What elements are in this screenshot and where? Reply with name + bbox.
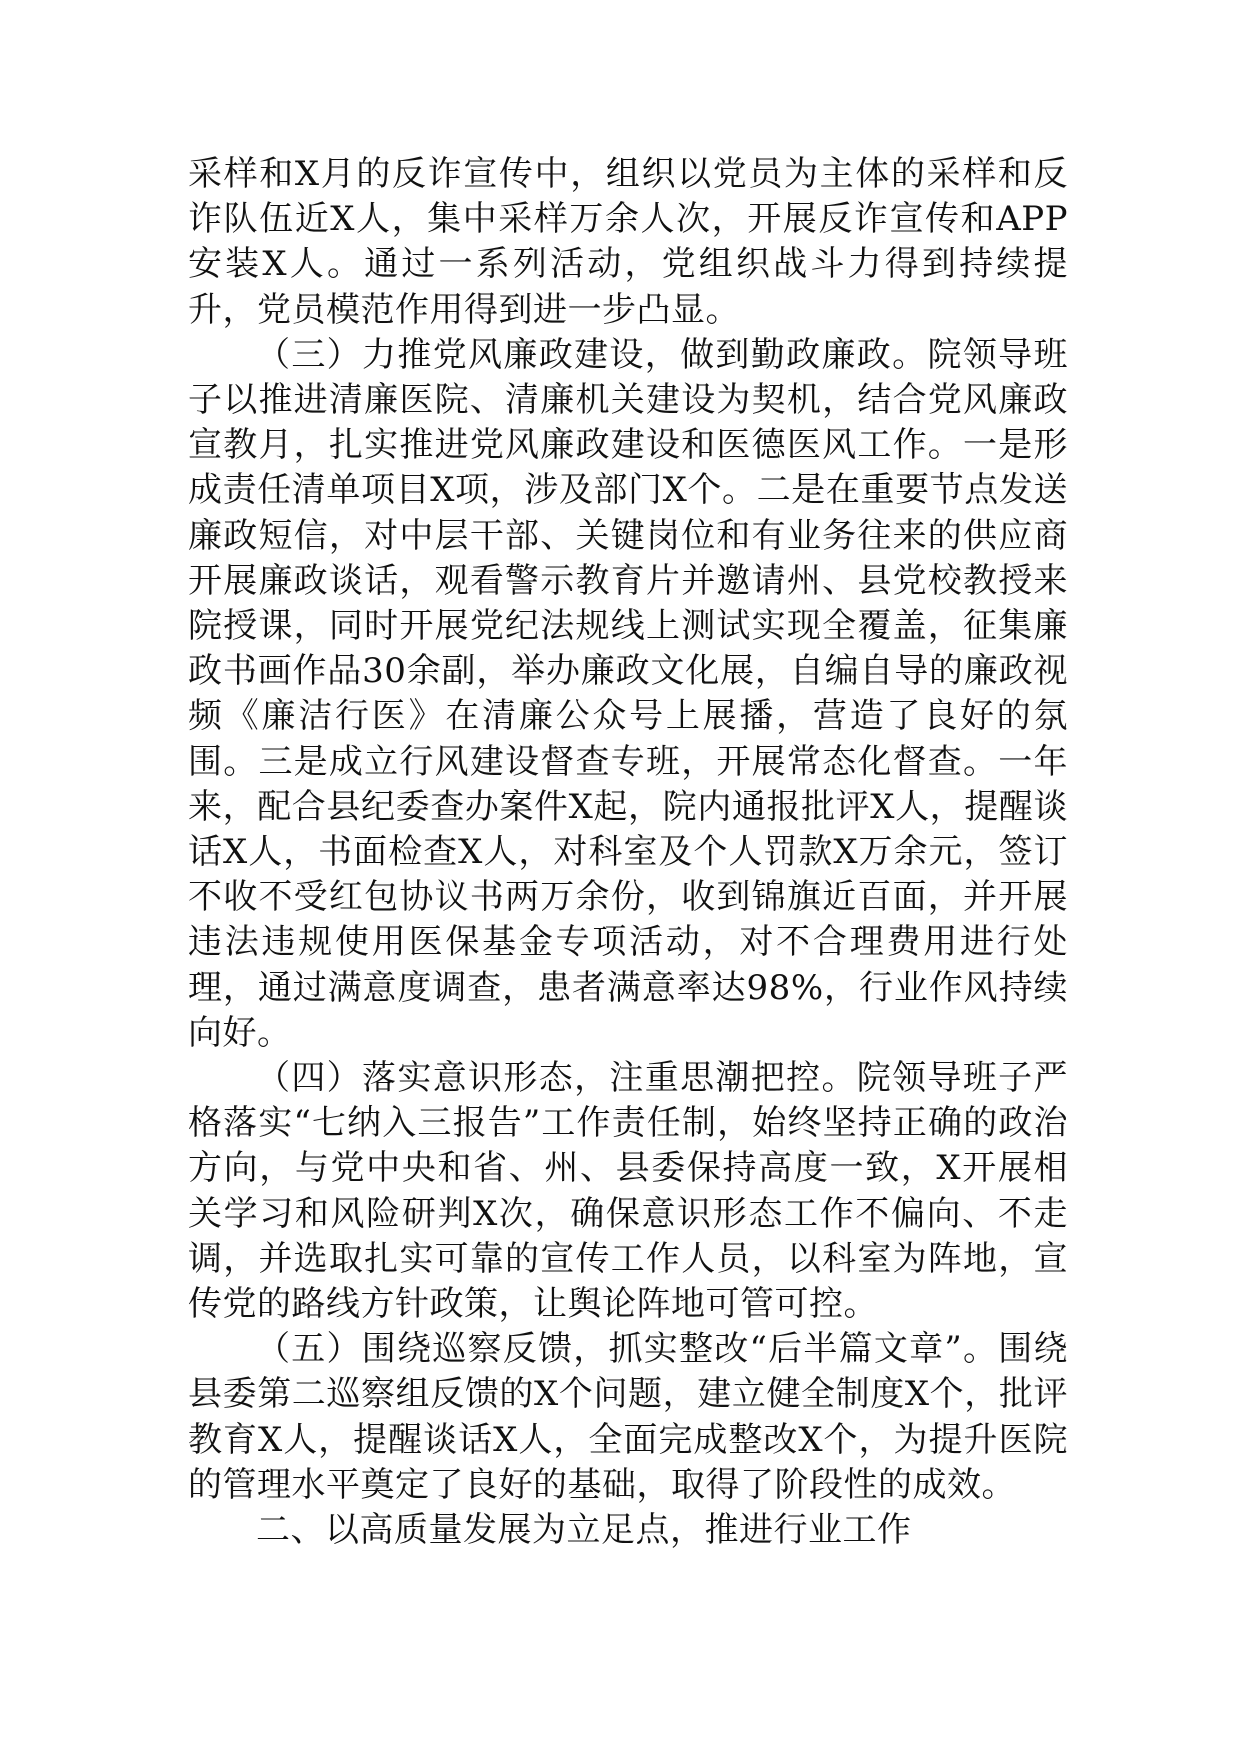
document-body [188,152,1068,1553]
section-heading: 二、以高质量发展为立足点，推进行业工作 [256,1510,912,1551]
paragraph-continuation: 采样和X月的反诈宣传中，组织以党员为主体的采样和反诈队伍近X人，集中采样万余人次，开展反诈宣传和APP安装X人。通过一系列活动，党组织战斗力得到持续提升，党员模范作用得到进一步凸显。 [188,154,1068,330]
paragraph-section-5: （五）围绕巡察反馈，抓实整改“后半篇文章”。围绕县委第二巡察组反馈的X个问题，建立健全制度X个，批评教育X人，提醒谈话X人，全面完成整改X个，为提升医院的管理水平奠定了良好的基础，取得了阶段性的成效。 [188,1329,1068,1505]
paragraph-section-3: （三）力推党风廉政建设，做到勤政廉政。院领导班子以推进清廉医院、清廉机关建设为契机，结合党风廉政宣教月，扎实推进党风廉政建设和医德医风工作。一是形成责任清单项目X项，涉及部门X个。二是在重要节点发送廉政短信，对中层干部、关键岗位和有业务往来的供应商开展廉政谈话，观看警示教育片并邀请州、县党校教授来院授课，同时开展党纪法规线上测试实现全覆盖，征集廉政书画作品30余副，举办廉政文化展，自编自导的廉政视频《廉洁行医》在清廉公众号上展播，营造了良好的氛围。三是成立行风建设督查专班，开展常态化督查。一年来，配合县纪委查办案件X起，院内通报批评X人，提醒谈话X人，书面检查X人，对科室及个人罚款X万余元，签订不收不受红包协议书两万余份，收到锦旗近百面，并开展违法违规使用医保基金专项活动，对不合理费用进行处理，通过满意度调查，患者满意率达98%，行业作风持续向好。 [188,334,1068,1053]
paragraph-section-4: （四）落实意识形态，注重思潮把控。院领导班子严格落实“七纳入三报告”工作责任制，始终坚持正确的政治方向，与党中央和省、州、县委保持高度一致，X开展相关学习和风险研判X次，确保意识形态工作不偏向、不走调，并选取扎实可靠的宣传工作人员，以科室为阵地，宣传党的路线方针政策，让舆论阵地可管可控。 [188,1058,1068,1325]
